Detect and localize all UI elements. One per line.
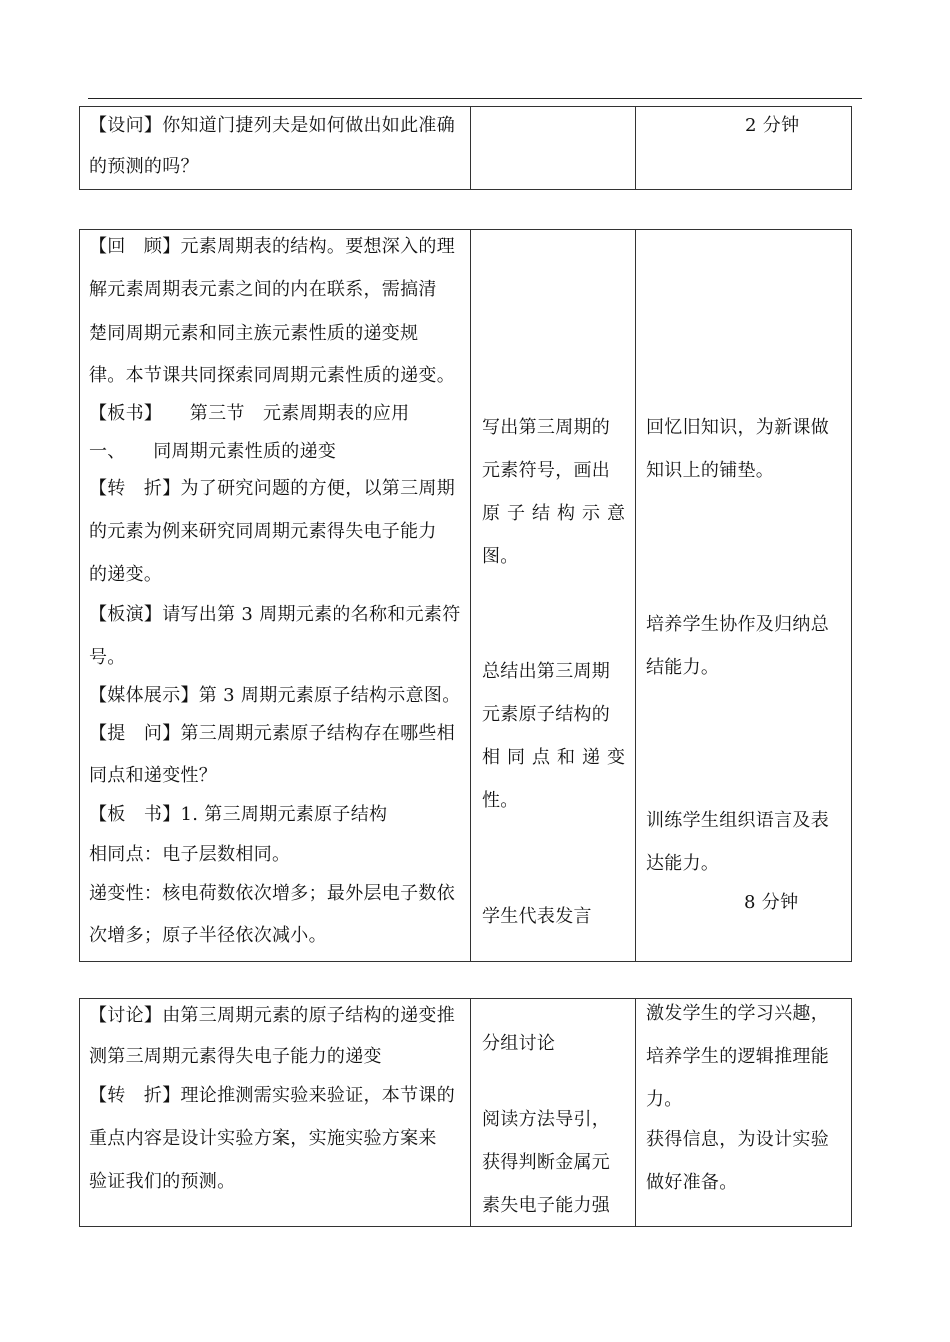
student-activity-cell <box>471 999 636 1227</box>
text-line: 的递变。 <box>89 564 163 585</box>
text-line: 【媒体展示】第 3 周期元素原子结构示意图。 <box>89 685 461 706</box>
text-line: 的预测的吗？ <box>89 156 199 177</box>
student-activity-cell <box>471 107 636 190</box>
text-line: 回忆旧知识，为新课做 <box>646 417 829 438</box>
text-line: 次增多；原子半径依次减小。 <box>89 925 327 946</box>
time-label: 8 分钟 <box>744 892 799 913</box>
text-line: 【讨论】由第三周期元素的原子结构的递变推 <box>89 1005 455 1026</box>
text-line: 解元素周期表元素之间的内在联系，需搞清 <box>89 279 437 300</box>
text-line: 学生代表发言 <box>482 906 592 927</box>
student-activity-cell <box>471 230 636 962</box>
design-intent-cell <box>636 107 852 190</box>
teacher-activity-cell <box>80 999 471 1227</box>
text-line: 相同点：电子层数相同。 <box>89 844 291 865</box>
lesson-table-review <box>79 229 852 962</box>
text-line: 相同点和递变 <box>482 747 632 768</box>
lesson-table-question <box>79 106 852 190</box>
text-line: 结能力。 <box>646 657 720 678</box>
text-line: 培养学生的逻辑推理能 <box>646 1046 829 1067</box>
text-line: 原子结构示意 <box>482 503 632 524</box>
design-intent-cell <box>636 999 852 1227</box>
text-line: 图。 <box>482 546 519 567</box>
text-line: 【提 问】第三周期元素原子结构存在哪些相 <box>89 723 455 744</box>
text-line: 【设问】你知道门捷列夫是如何做出如此准确 <box>89 115 455 136</box>
text-line: 【板书】 第三节 元素周期表的应用 <box>89 403 410 424</box>
text-line: 的元素为例来研究同周期元素得失电子能力 <box>89 521 437 542</box>
text-line: 获得信息，为设计实验 <box>646 1129 829 1150</box>
table-row <box>80 999 852 1227</box>
text-line: 获得判断金属元 <box>482 1152 611 1173</box>
text-line: 元素符号，画出 <box>482 460 611 481</box>
text-line: 验证我们的预测。 <box>89 1171 236 1192</box>
text-line: 阅读方法导引， <box>482 1109 611 1130</box>
text-line: 【转 折】为了研究问题的方便，以第三周期 <box>89 478 455 499</box>
text-line: 一、 同周期元素性质的递变 <box>89 441 337 462</box>
text-line: 做好准备。 <box>646 1172 738 1193</box>
text-line: 性。 <box>482 790 519 811</box>
text-line: 同点和递变性？ <box>89 765 218 786</box>
text-line: 力。 <box>646 1089 683 1110</box>
page-header-rule <box>88 98 862 99</box>
text-line: 【板演】请写出第 3 周期元素的名称和元素符 <box>89 604 461 625</box>
table-row <box>80 230 852 962</box>
text-line: 【板 书】1. 第三周期元素原子结构 <box>89 804 388 825</box>
text-line: 写出第三周期的 <box>482 417 611 438</box>
text-line: 元素原子结构的 <box>482 704 611 725</box>
text-line: 重点内容是设计实验方案，实施实验方案来 <box>89 1128 437 1149</box>
teacher-activity-cell <box>80 230 471 962</box>
text-line: 达能力。 <box>646 853 720 874</box>
text-line: 总结出第三周期 <box>482 661 611 682</box>
design-intent-cell <box>636 230 852 962</box>
text-line: 知识上的铺垫。 <box>646 460 775 481</box>
time-label: 2 分钟 <box>745 115 800 136</box>
text-line: 分组讨论 <box>482 1033 556 1054</box>
table-row <box>80 107 852 190</box>
text-line: 号。 <box>89 647 126 668</box>
text-line: 测第三周期元素得失电子能力的递变 <box>89 1046 382 1067</box>
text-line: 素失电子能力强 <box>482 1195 611 1216</box>
teacher-activity-cell <box>80 107 471 190</box>
text-line: 训练学生组织语言及表 <box>646 810 829 831</box>
text-line: 律。本节课共同探索同周期元素性质的递变。 <box>89 365 455 386</box>
lesson-table-discussion <box>79 998 852 1227</box>
text-line: 递变性：核电荷数依次增多；最外层电子数依 <box>89 883 455 904</box>
text-line: 楚同周期元素和同主族元素性质的递变规 <box>89 323 419 344</box>
text-line: 【回 顾】元素周期表的结构。要想深入的理 <box>89 236 455 257</box>
text-line: 激发学生的学习兴趣， <box>646 1003 829 1024</box>
text-line: 【转 折】理论推测需实验来验证，本节课的 <box>89 1085 455 1106</box>
text-line: 培养学生协作及归纳总 <box>646 614 829 635</box>
